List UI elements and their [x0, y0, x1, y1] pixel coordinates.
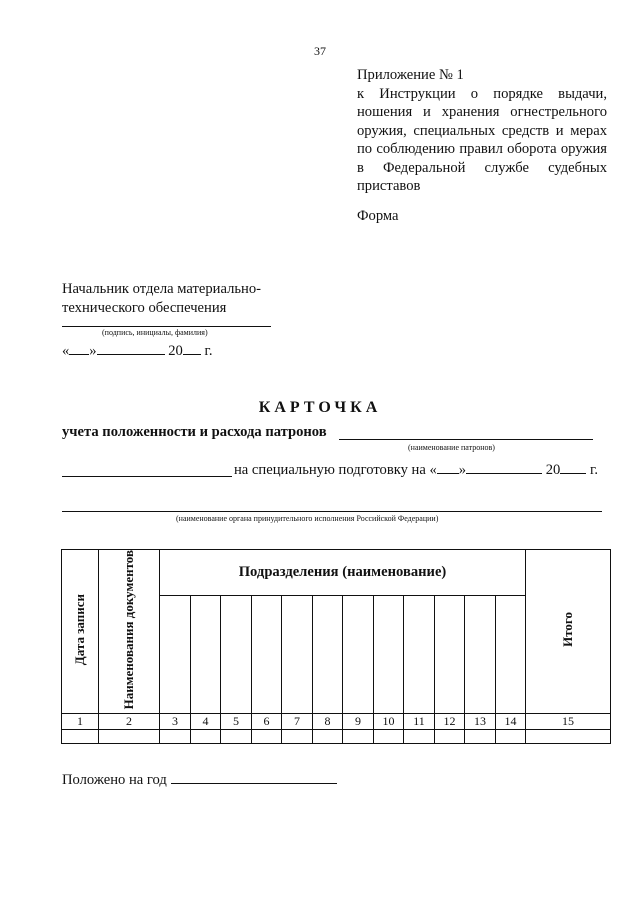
appendix-body: к Инструкции о порядке выдачи, ношения и хранения огнестрельного оружия, специальных средств и мерах по соблюдению правил оборота оружия в Федеральной службе судебных приставов	[357, 85, 607, 194]
unit-col-header	[221, 595, 252, 713]
unit-col-header	[343, 595, 374, 713]
org-caption: (наименование органа принудительного исполнения Российской Федерации)	[176, 514, 439, 523]
line2-year: 20	[545, 462, 561, 478]
col-num: 7	[282, 714, 313, 730]
col-num: 2	[99, 714, 160, 730]
footer-label: Положено на год	[62, 772, 167, 788]
chief-line-2: технического обеспечения	[62, 299, 227, 316]
header-units: Подразделения (наименование)	[160, 550, 526, 596]
col-num: 4	[191, 714, 221, 730]
footer-blank[interactable]	[171, 771, 337, 784]
line2-day-blank[interactable]	[437, 461, 459, 474]
column-number-row	[62, 714, 611, 730]
ammo-table	[61, 549, 611, 744]
col-num: 9	[343, 714, 374, 730]
col-num: 3	[160, 714, 191, 730]
form-label: Форма	[357, 208, 399, 224]
unit-col-header	[465, 595, 496, 713]
col-num: 12	[435, 714, 465, 730]
unit-col-header	[252, 595, 282, 713]
unit-col-header	[374, 595, 404, 713]
ammo-name-blank[interactable]	[339, 439, 593, 440]
ammo-caption: (наименование патронов)	[408, 443, 495, 452]
card-title: КАРТОЧКА	[258, 399, 382, 416]
unit-col-header	[191, 595, 221, 713]
col-num: 11	[404, 714, 435, 730]
col-num: 6	[252, 714, 282, 730]
chief-line-1: Начальник отдела материально-	[62, 281, 261, 297]
date-year-suffix: г.	[204, 343, 213, 359]
date-day-blank[interactable]	[69, 342, 89, 355]
unit-col-header	[404, 595, 435, 713]
col-num: 14	[496, 714, 526, 730]
header-date: Дата записи	[62, 550, 99, 714]
line2-quote-close: »	[458, 462, 467, 478]
date-quote-open: «	[62, 343, 70, 359]
unit-col-header	[160, 595, 191, 713]
line2-suffix: г.	[590, 462, 598, 478]
col-num: 1	[62, 714, 99, 730]
header-total: Итого	[526, 550, 611, 714]
signature-caption: (подпись, инициалы, фамилия)	[102, 328, 208, 337]
col-num: 5	[221, 714, 252, 730]
col-num: 10	[374, 714, 404, 730]
footer-line	[62, 771, 337, 789]
card-line-1: учета положенности и расхода патронов	[62, 424, 327, 440]
appendix-block	[357, 66, 607, 196]
line2-month-blank[interactable]	[466, 461, 542, 474]
appendix-title: Приложение № 1	[357, 67, 464, 83]
page-number: 37	[314, 44, 326, 58]
chief-block	[62, 280, 261, 317]
col-num: 8	[313, 714, 343, 730]
unit-col-header	[435, 595, 465, 713]
date-year-blank[interactable]	[183, 342, 201, 355]
unit-col-header	[496, 595, 526, 713]
date-quote-close: »	[89, 343, 97, 359]
line2-text: на специальную подготовку на «	[234, 462, 437, 478]
line2-year-blank[interactable]	[560, 461, 586, 474]
org-name-blank[interactable]	[62, 511, 602, 512]
unit-col-header	[282, 595, 313, 713]
col-num: 15	[526, 714, 611, 730]
table-row	[62, 730, 611, 744]
date-year-prefix: 20	[168, 343, 183, 359]
col-num: 13	[465, 714, 496, 730]
header-documents: Наименования документов	[99, 550, 160, 714]
unit-blank[interactable]	[62, 476, 232, 477]
signature-line[interactable]	[62, 326, 271, 327]
unit-col-header	[313, 595, 343, 713]
approval-date	[62, 342, 213, 360]
card-line-2	[234, 461, 598, 479]
date-month-blank[interactable]	[97, 342, 165, 355]
